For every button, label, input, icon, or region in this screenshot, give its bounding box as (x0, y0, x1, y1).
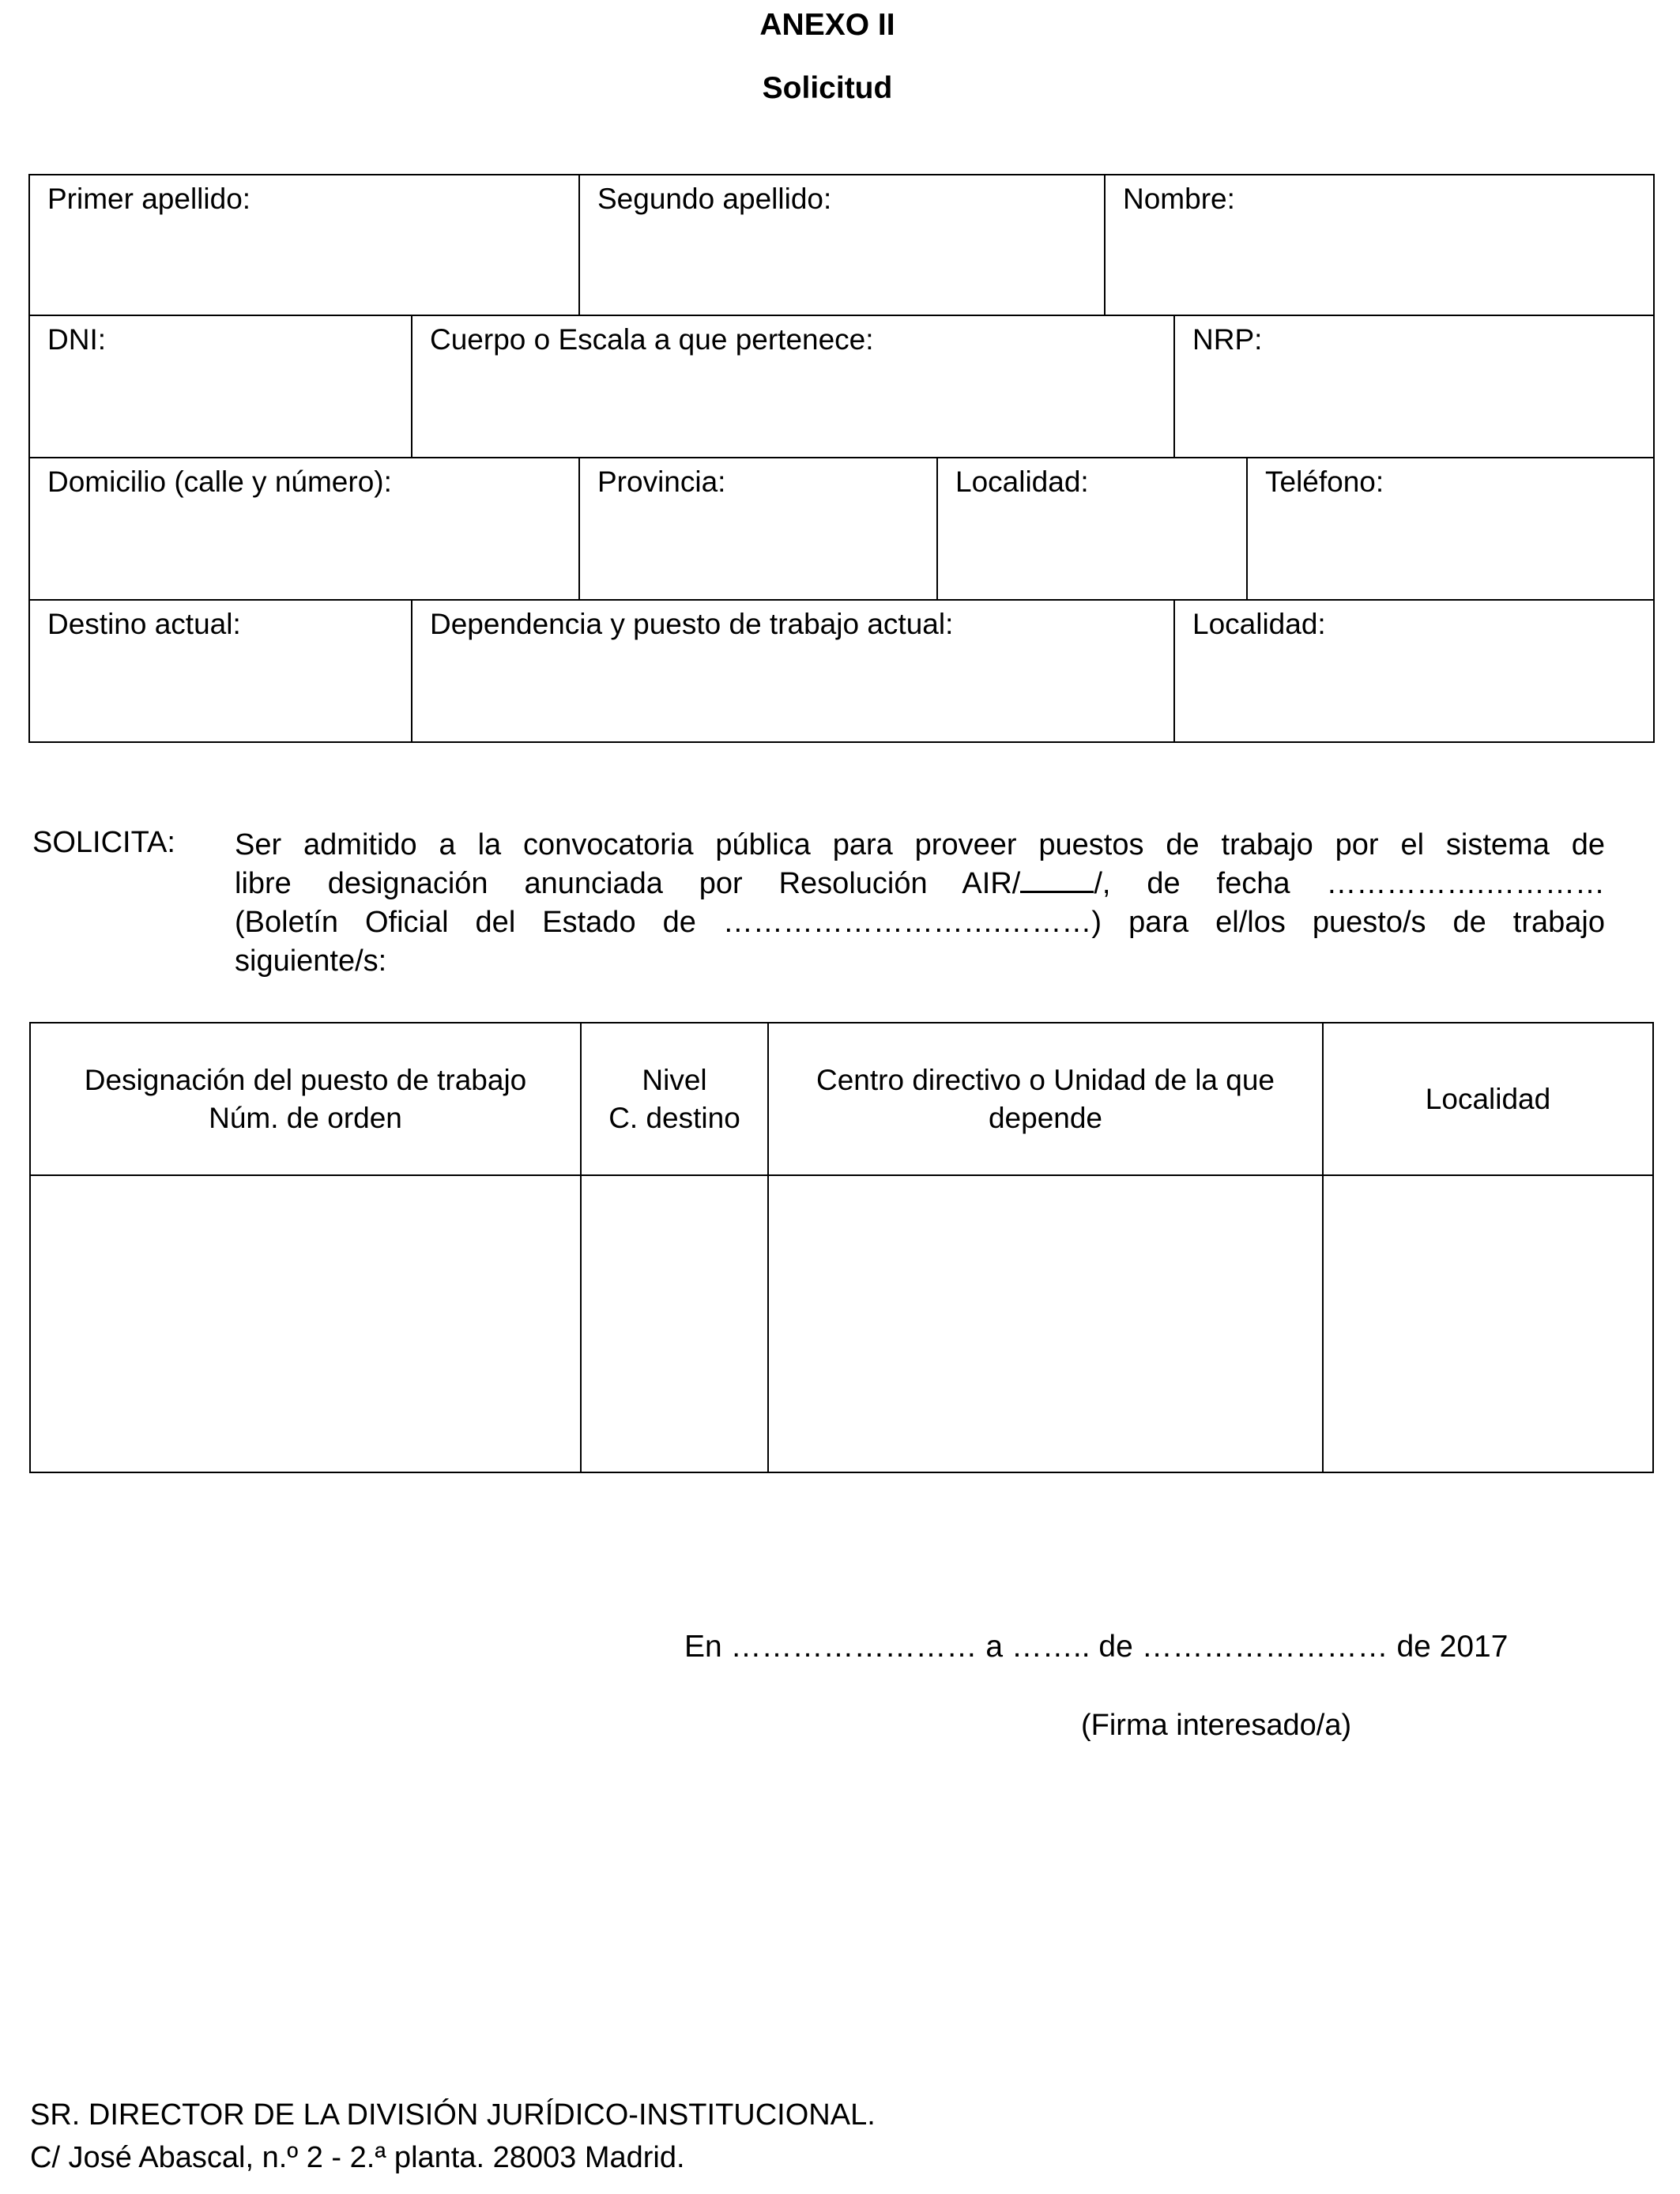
header-designacion (31, 1023, 582, 1176)
recipient-address: C/ José Abascal, n.º 2 - 2.ª planta. 28003 Madrid. (30, 2141, 685, 2174)
header-centro-line1: Centro directivo o Unidad de la que (816, 1063, 1275, 1096)
form-title: Solicitud (762, 71, 893, 105)
field-provincia[interactable]: Provincia: (580, 458, 938, 601)
date-line: En …………………… a …….. de …………………… de 2017 (684, 1630, 1509, 1664)
field-nombre[interactable]: Nombre: (1106, 175, 1653, 316)
field-localidad-destino[interactable]: Localidad: (1192, 608, 1326, 640)
solicita-line-3: (Boletín Oficial del Estado de ……………………….………) para el/los puesto/s de trabajo (235, 906, 1605, 939)
field-nrp[interactable]: NRP: (1175, 316, 1653, 458)
solicita-line-2 (235, 865, 1605, 903)
field-dni[interactable]: DNI: (30, 316, 412, 458)
solicita-line-2-start: libre designación anunciada por Resolución AIR/ (235, 867, 1021, 900)
field-segundo-apellido[interactable]: Segundo apellido: (580, 175, 1106, 316)
field-localidad[interactable]: Localidad: (938, 458, 1248, 601)
annex-heading: ANEXO II (759, 8, 895, 42)
solicita-line-2-end: /, de fecha …………….………… (1094, 867, 1605, 900)
cell-nivel[interactable] (582, 1176, 769, 1472)
field-telefono[interactable]: Teléfono: (1248, 458, 1653, 601)
solicita-line-1: Ser admitido a la convocatoria pública para proveer puestos de trabajo por el sistema de (235, 828, 1605, 861)
recipient-title: SR. DIRECTOR DE LA DIVISIÓN JURÍDICO-INSTITUCIONAL. (30, 2098, 876, 2132)
header-centro-directivo (769, 1023, 1324, 1176)
solicita-text (235, 826, 1605, 981)
header-localidad-line1: Localidad (1425, 1082, 1551, 1115)
header-localidad (1324, 1023, 1652, 1176)
header-centro-line2: depende (988, 1101, 1103, 1134)
cell-localidad[interactable] (1324, 1176, 1652, 1472)
signature-label: (Firma interesado/a) (1081, 1709, 1352, 1742)
personal-data-table (28, 174, 1655, 743)
header-nivel-line1: Nivel (642, 1063, 707, 1096)
solicita-label: SOLICITA: (32, 826, 175, 859)
field-destino-actual[interactable]: Destino actual: (30, 601, 412, 741)
cell-designacion[interactable] (31, 1176, 582, 1472)
resolution-number-blank[interactable] (1020, 867, 1094, 893)
header-nivel-line2: C. destino (608, 1101, 740, 1134)
field-domicilio[interactable]: Domicilio (calle y número): (30, 458, 580, 601)
posts-table (29, 1022, 1654, 1473)
solicita-line-4: siguiente/s: (235, 944, 387, 978)
cell-centro-directivo[interactable] (769, 1176, 1324, 1472)
field-cuerpo-escala[interactable]: Cuerpo o Escala a que pertenece: (412, 316, 1175, 458)
header-nivel (582, 1023, 769, 1176)
header-designacion-line1: Designación del puesto de trabajo (84, 1063, 527, 1096)
field-dependencia-puesto[interactable]: Dependencia y puesto de trabajo actual: (412, 601, 1175, 741)
header-designacion-line2: Núm. de orden (209, 1101, 402, 1134)
field-primer-apellido[interactable]: Primer apellido: (30, 175, 580, 316)
